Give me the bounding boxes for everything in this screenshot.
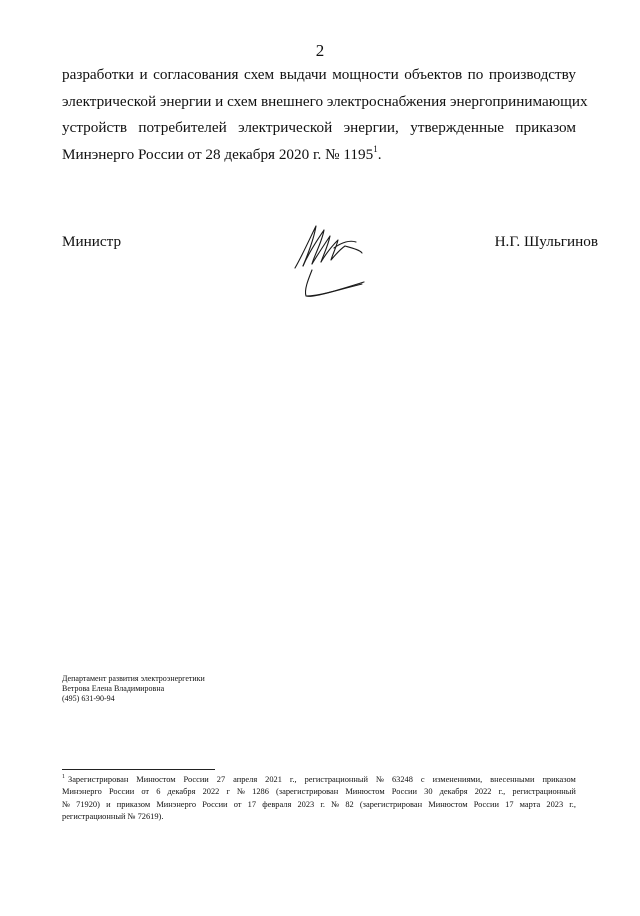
- word: от: [141, 787, 150, 797]
- word: согласования: [153, 66, 239, 83]
- word: регистрационный: [512, 787, 576, 797]
- word: и: [139, 66, 148, 83]
- word: Минэнерго: [156, 799, 197, 809]
- word: мощности: [332, 66, 399, 83]
- word: 2021: [265, 775, 282, 784]
- word: разработки: [62, 66, 134, 83]
- executor-block: [62, 674, 205, 705]
- word: 27: [216, 775, 226, 784]
- word: г.,: [498, 787, 506, 797]
- word: России: [391, 787, 417, 797]
- word: и: [106, 799, 111, 809]
- word: регистрационный: [304, 775, 368, 784]
- word: выдачи: [279, 66, 327, 83]
- word: 30: [424, 787, 433, 797]
- word: (зарегистрирован: [276, 787, 339, 797]
- word: Минэнерго: [62, 787, 102, 797]
- signatory-title: Министр: [62, 233, 122, 250]
- word: производству: [488, 66, 576, 83]
- body-line-4: [62, 142, 576, 169]
- word: приказом: [542, 775, 576, 784]
- footnote-mark: 1: [62, 774, 65, 780]
- word: схем: [244, 66, 275, 83]
- word: Минюстом: [428, 799, 468, 809]
- word: 17: [247, 799, 257, 809]
- footnote-reference: 1: [373, 143, 378, 154]
- word: электрической: [238, 119, 333, 136]
- footnote-line-3: [62, 799, 576, 811]
- word: России: [108, 787, 135, 797]
- handwritten-signature: [290, 220, 370, 306]
- word: 6: [156, 787, 161, 797]
- word: приказом: [515, 119, 576, 136]
- body-line-4-text: Минэнерго России от 28 декабря 2020 г. № 1195: [62, 145, 374, 163]
- signatory-name: Н.Г. Шульгинов: [494, 233, 598, 250]
- body-line-3: [62, 115, 576, 142]
- word: 2022: [202, 787, 220, 797]
- word: объектов: [404, 66, 463, 83]
- word: 82: [345, 799, 354, 809]
- executor-person: Ветрова Елена Владимировна: [62, 684, 165, 694]
- word: утвержденные: [410, 119, 505, 136]
- word: 2023: [297, 799, 315, 809]
- word: (зарегистрирован: [359, 799, 423, 809]
- body-line-2: электрической энергии и схем внешнего электроснабжения энергопринимающих: [62, 92, 588, 110]
- word: г.,: [569, 799, 576, 809]
- word: 71920): [76, 799, 100, 809]
- page-number: 2: [315, 41, 325, 60]
- word: энергии,: [343, 119, 399, 136]
- word: 63248: [391, 775, 413, 784]
- word: приказом: [116, 799, 151, 809]
- word: Минюстом: [345, 787, 385, 797]
- footnote-line-2: [62, 786, 576, 798]
- word: №: [375, 775, 384, 784]
- word: г: [226, 787, 230, 797]
- word: Минюстом: [136, 775, 176, 784]
- body-line-4-end: .: [377, 145, 382, 163]
- word: России: [202, 799, 228, 809]
- word: по: [467, 66, 484, 83]
- word: 2023: [546, 799, 564, 809]
- footnote: [62, 774, 576, 824]
- word: России: [473, 799, 499, 809]
- word: марта: [519, 799, 541, 809]
- word: декабря: [439, 787, 468, 797]
- footnote-line-1: [62, 774, 576, 786]
- word: с: [420, 775, 425, 784]
- word: от: [233, 799, 242, 809]
- word: изменениями,: [432, 775, 483, 784]
- word: г.: [320, 799, 325, 809]
- word: №: [331, 799, 340, 809]
- word: России: [183, 775, 209, 784]
- word: 2022: [474, 787, 492, 797]
- word: №: [62, 799, 70, 809]
- word: №: [237, 787, 246, 797]
- footnote-line-4: регистрационный № 72619).: [62, 812, 164, 822]
- executor-department: Департамент развития электроэнергетики: [62, 674, 205, 683]
- body-line-1: [62, 62, 576, 89]
- word: внесенными: [490, 775, 535, 784]
- word: февраля: [262, 799, 292, 809]
- word: апреля: [233, 775, 258, 784]
- footnote-separator: [62, 769, 215, 770]
- word: устройств: [62, 119, 128, 136]
- word: 1286: [252, 787, 269, 797]
- word: потребителей: [138, 119, 227, 136]
- word: [62, 774, 128, 786]
- executor-phone: (495) 631-90-94: [62, 694, 115, 704]
- main-paragraph: [62, 62, 588, 168]
- word: Зарегистрирован: [68, 775, 129, 784]
- word: 17: [505, 799, 514, 809]
- word: г.,: [289, 775, 297, 784]
- word: декабря: [167, 787, 196, 797]
